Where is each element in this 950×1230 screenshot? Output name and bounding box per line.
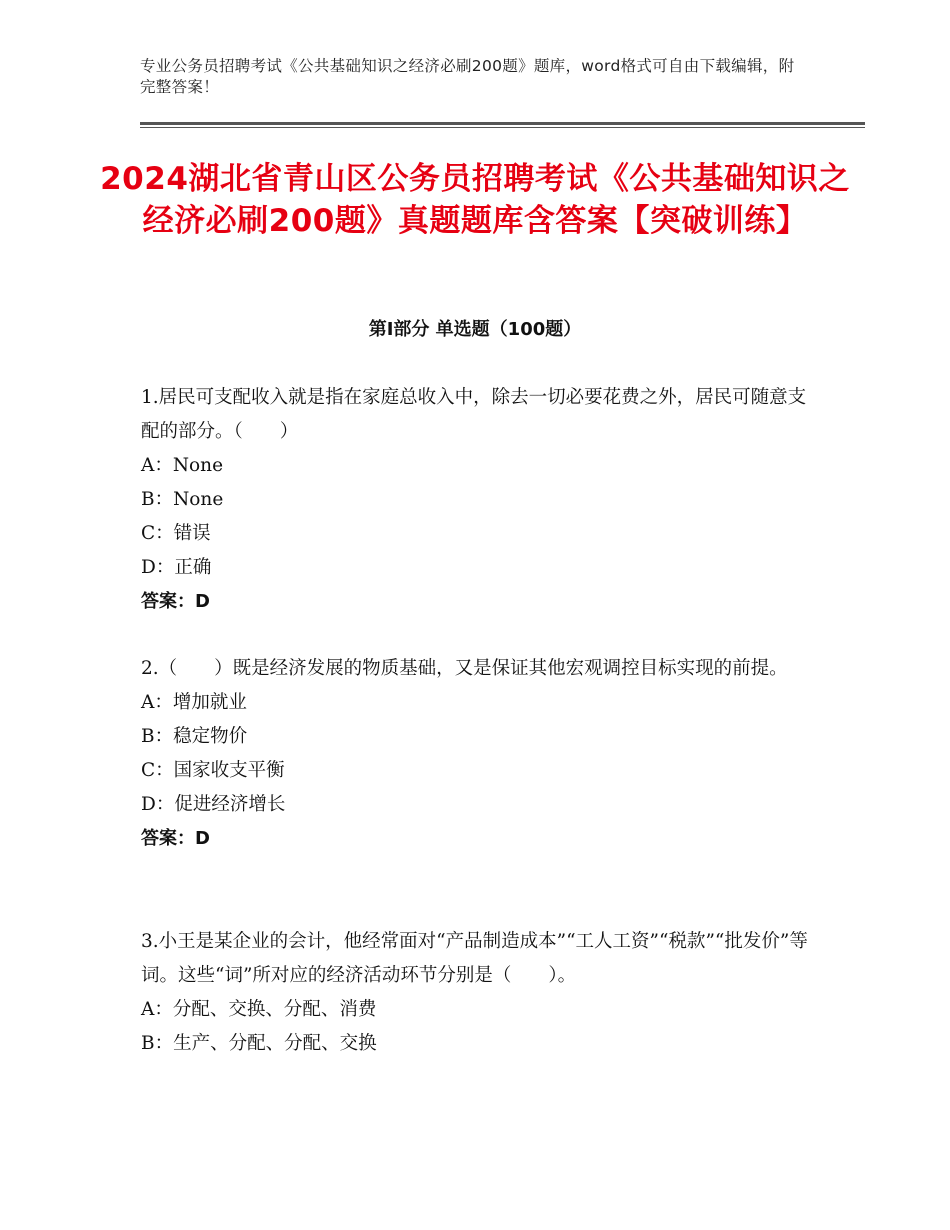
answer-line: 答案：D bbox=[141, 828, 210, 849]
question-1 bbox=[141, 381, 811, 619]
option-a: A：分配、交换、分配、消费 bbox=[141, 999, 377, 1020]
header-note: 专业公务员招聘考试《公共基础知识之经济必刷200题》题库，word格式可自由下载编辑，附完整答案！ bbox=[140, 57, 795, 96]
option-d: D：正确 bbox=[141, 557, 212, 578]
option-c: C：国家收支平衡 bbox=[141, 760, 285, 781]
option-a: A：None bbox=[141, 455, 224, 476]
header-rule-thin bbox=[140, 127, 865, 128]
option-c: C：错误 bbox=[141, 523, 211, 544]
document-title: 2024湖北省青山区公务员招聘考试《公共基础知识之经济必刷200题》真题题库含答案【突破训练】 bbox=[100, 161, 850, 239]
option-b: B：稳定物价 bbox=[141, 726, 248, 747]
question-3 bbox=[141, 925, 811, 1061]
option-d: D：促进经济增长 bbox=[141, 794, 286, 815]
question-stem: 2.（ ）既是经济发展的物质基础，又是保证其他宏观调控目标实现的前提。 bbox=[141, 658, 788, 679]
header-rule-thick bbox=[140, 122, 865, 125]
question-stem: 3.小王是某企业的会计，他经常面对“产品制造成本”“工人工资”“税款”“批发价”等词。这些“词”所对应的经济活动环节分别是（ ）。 bbox=[141, 931, 808, 986]
option-a: A：增加就业 bbox=[141, 692, 247, 713]
question-stem: 1.居民可支配收入就是指在家庭总收入中，除去一切必要花费之外，居民可随意支配的部分。（ ） bbox=[141, 387, 807, 442]
option-b: B：None bbox=[141, 489, 224, 510]
question-2 bbox=[141, 652, 811, 856]
option-b: B：生产、分配、分配、交换 bbox=[141, 1033, 377, 1054]
answer-line: 答案：D bbox=[141, 591, 210, 612]
section-heading: 第Ⅰ部分 单选题（100题） bbox=[368, 319, 582, 340]
